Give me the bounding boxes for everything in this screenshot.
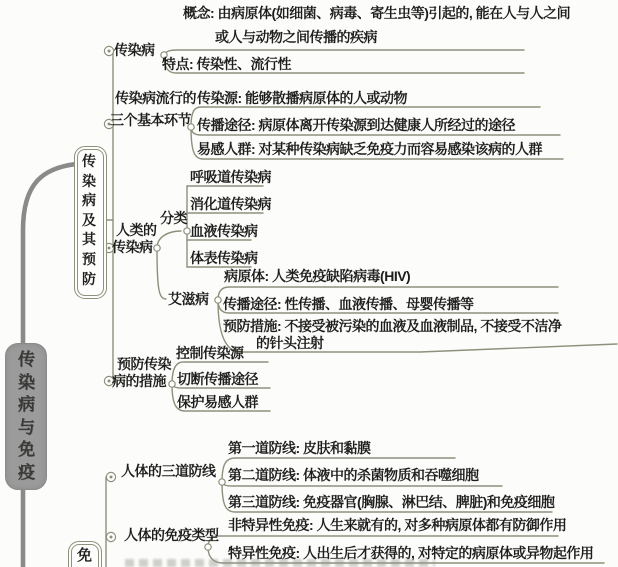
text-route: 传播途径: 病原体离开传染源到达健康人所经过的途径 [197,117,516,133]
label-three-defenses: 人体的三道防线 [121,463,216,479]
text-respiratory: 呼吸道传染病 [190,169,271,185]
label-classification: 分类 [160,210,187,226]
branch-node-immunity-label: 免 [77,547,92,564]
text-susceptible: 易感人群: 对某种传染病缺乏免疫力而容易感染该病的人群 [197,141,543,157]
underline-concept [164,50,524,55]
branch-node-infectious-label: 传染病及其预防 [82,153,96,287]
central-node [5,343,47,490]
text-measure-control: 控制传染源 [176,345,244,361]
text-defense-first: 第一道防线: 皮肤和黏膜 [228,440,371,456]
text-defense-third: 第三道防线: 免疫器官(胸腺、淋巴结、脾脏)和免疫细胞 [228,494,555,510]
text-aids-prevention-line2: 的针头注射 [256,335,324,351]
text-specific-immunity: 特异性免疫: 人出生后才获得的, 对特定的病原体或异物起作用 [228,545,594,561]
text-surface: 体表传染病 [190,250,258,266]
label-human-diseases-line1: 人类的 [116,222,157,238]
central-node-label: 传染病与免疫 [18,350,35,482]
label-epidemic-links-line1: 传染病流行的 [115,90,196,106]
label-prevention-measures-line1: 预防传染 [117,356,171,372]
text-nonspecific-immunity: 非特异性免疫: 人生来就有的, 对多种病原体都有防御作用 [228,517,567,533]
text-aids-prevention-line1: 预防措施: 不接受被污染的血液及血液制品, 不接受不洁净 [223,318,562,334]
label-infectious-disease: 传染病 [114,42,155,58]
text-measure-cut: 切断传播途径 [177,371,258,387]
text-blood: 血液传染病 [190,223,258,239]
text-aids-pathogen: 病原体: 人类免疫缺陷病毒(HIV) [224,268,411,284]
text-concept-line1: 概念: 由病原体(如细菌、病毒、寄生虫等)引起的, 能在人与人之间 [183,5,571,21]
cropped-text-remnant [125,559,435,567]
text-trait: 特点: 传染性、流行性 [162,56,292,72]
text-defense-second: 第二道防线: 体液中的杀菌物质和吞噬细胞 [228,467,479,483]
text-measure-protect: 保护易感人群 [177,394,258,410]
link-to-classification [157,231,181,248]
link-to-aids [157,248,166,299]
label-immunity-types: 人体的免疫类型 [124,527,219,543]
text-aids-route: 传播途径: 性传播、血液传播、母婴传播等 [223,296,474,312]
text-source: 传染源: 能够散播病原体的人或动物 [197,90,408,106]
label-prevention-measures-line2: 病的措施 [112,373,166,389]
label-aids: 艾滋病 [168,291,209,307]
central-link-upper [23,164,76,345]
label-human-diseases-line2: 传染病 [112,239,153,255]
text-concept-line2: 或人与动物之间传播的疾病 [215,29,377,45]
label-epidemic-links-line2: 三个基本环节 [110,112,191,128]
text-digestive: 消化道传染病 [190,196,271,212]
